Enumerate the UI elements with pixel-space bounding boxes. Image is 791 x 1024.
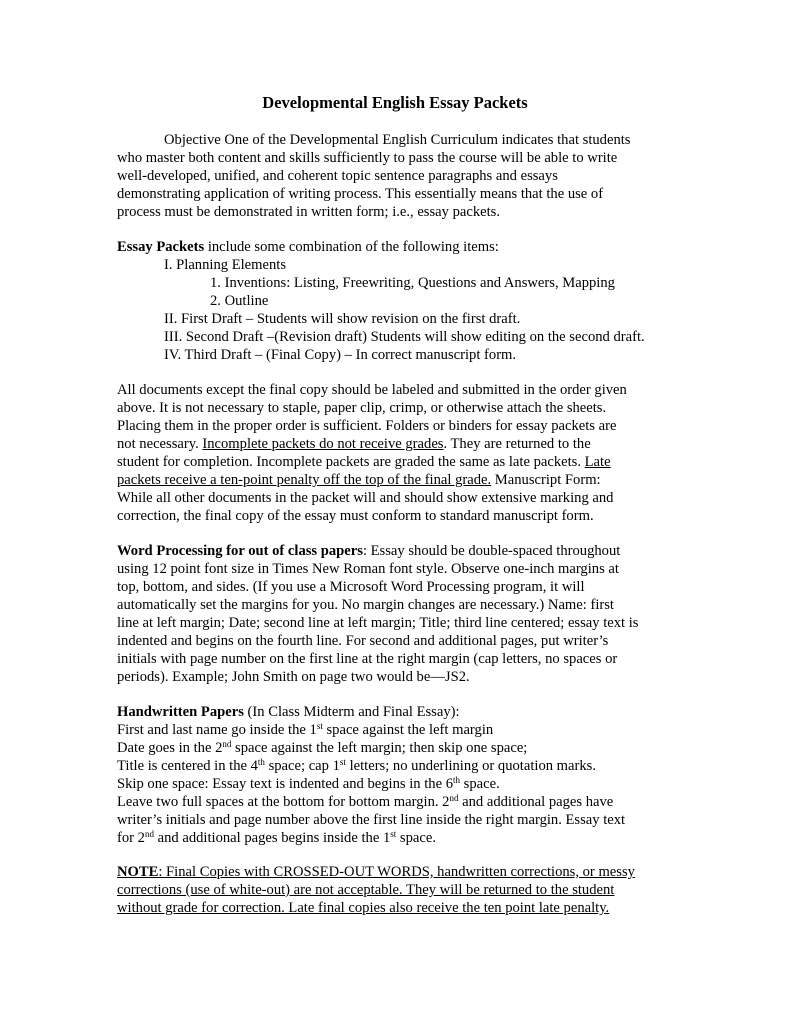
text-line: indented and begins on the fourth line. For second and additional pages, put writer’s <box>117 633 609 649</box>
text-line: process must be demonstrated in written form; i.e., essay packets. <box>117 204 500 220</box>
text-line: Handwritten Papers (In Class Midterm and Final Essay): <box>117 704 460 720</box>
note-label: NOTE <box>117 864 159 880</box>
text-line: well-developed, unified, and coherent topic sentence paragraphs and essays <box>117 168 558 184</box>
text-line: corrections (use of white-out) are not acceptable. They will be returned to the student <box>117 882 615 898</box>
essay-packets-intro: Essay Packets include some combination of the following items: <box>117 239 499 255</box>
text-line: correction, the final copy of the essay must conform to standard manuscript form. <box>117 508 594 524</box>
word-processing-paragraph <box>117 542 682 686</box>
essay-packets-heading: Essay Packets <box>117 239 205 255</box>
text-line: While all other documents in the packet will and should show extensive marking and <box>117 490 614 506</box>
text-line: Date goes in the 2nd space against the left margin; then skip one space; <box>117 739 528 756</box>
text-line: initials with page number on the first line at the right margin (cap letters, no spaces or <box>117 651 618 667</box>
text-line: Objective One of the Developmental English Curriculum indicates that students <box>164 132 631 148</box>
list-item: I. Planning Elements <box>164 257 287 273</box>
text-line: Skip one space: Essay text is indented and begins in the 6th space. <box>117 775 500 792</box>
text-line: demonstrating application of writing process. This essentially means that the use of <box>117 186 604 202</box>
list-item: II. First Draft – Students will show revision on the first draft. <box>164 311 521 327</box>
text-line: not necessary. Incomplete packets do not receive grades. They are returned to the <box>117 436 591 452</box>
text-line: Leave two full spaces at the bottom for bottom margin. 2nd and additional pages have <box>117 793 614 810</box>
text-line: writer’s initials and page number above the first line inside the right margin. Essay text <box>117 812 626 828</box>
text-line: for 2nd and additional pages begins inside the 1st space. <box>117 829 436 846</box>
page-title: Developmental English Essay Packets <box>262 93 528 112</box>
note-paragraph <box>117 863 682 917</box>
text-line: Word Processing for out of class papers: Essay should be double-spaced throughout <box>117 543 621 559</box>
essay-packets-section <box>117 238 682 364</box>
list-item: IV. Third Draft – (Final Copy) – In correct manuscript form. <box>164 347 517 363</box>
text-line: First and last name go inside the 1st space against the left margin <box>117 721 494 738</box>
text-line: periods). Example; John Smith on page two would be—JS2. <box>117 669 470 685</box>
text-line: line at left margin; Date; second line at left margin; Title; third line centered; essay text is <box>117 615 639 631</box>
text-line: above. It is not necessary to staple, paper clip, crimp, or otherwise attach the sheets. <box>117 400 607 416</box>
word-processing-heading: Word Processing for out of class papers <box>117 543 363 559</box>
text-line: All documents except the final copy should be labeled and submitted in the order given <box>117 382 627 398</box>
text-line: who master both content and skills sufficiently to pass the course will be able to write <box>117 150 618 166</box>
text-line: top, bottom, and sides. (If you use a Microsoft Word Processing program, it will <box>117 579 585 595</box>
objective-paragraph <box>117 131 682 221</box>
text-line: automatically set the margins for you. No margin changes are necessary.) Name: first <box>117 597 614 613</box>
text-line: Placing them in the proper order is sufficient. Folders or binders for essay packets are <box>117 418 617 434</box>
text-line: without grade for correction. Late final copies also receive the ten point late penalty. <box>117 900 610 916</box>
handwritten-paragraph <box>117 703 682 847</box>
text-line: student for completion. Incomplete packets are graded the same as late packets. Late <box>117 454 611 470</box>
list-item: III. Second Draft –(Revision draft) Students will show editing on the second draft. <box>164 329 645 345</box>
text-line: NOTE: Final Copies with CROSSED-OUT WORDS, handwritten corrections, or messy <box>117 864 635 880</box>
text-line: Title is centered in the 4th space; cap 1st letters; no underlining or quotation marks. <box>117 757 596 774</box>
text-line: using 12 point font size in Times New Roman font style. Observe one-inch margins at <box>117 561 619 577</box>
list-item: 2. Outline <box>210 293 269 309</box>
text-line: packets receive a ten-point penalty off the top of the final grade. Manuscript Form: <box>117 472 601 488</box>
late-penalty-note: packets receive a ten-point penalty off the top of the final grade. <box>117 472 492 488</box>
handwritten-heading: Handwritten Papers <box>117 704 244 720</box>
documents-paragraph <box>117 381 682 525</box>
list-item: 1. Inventions: Listing, Freewriting, Questions and Answers, Mapping <box>210 275 615 291</box>
incomplete-packets-note: Incomplete packets do not receive grades <box>202 436 444 452</box>
